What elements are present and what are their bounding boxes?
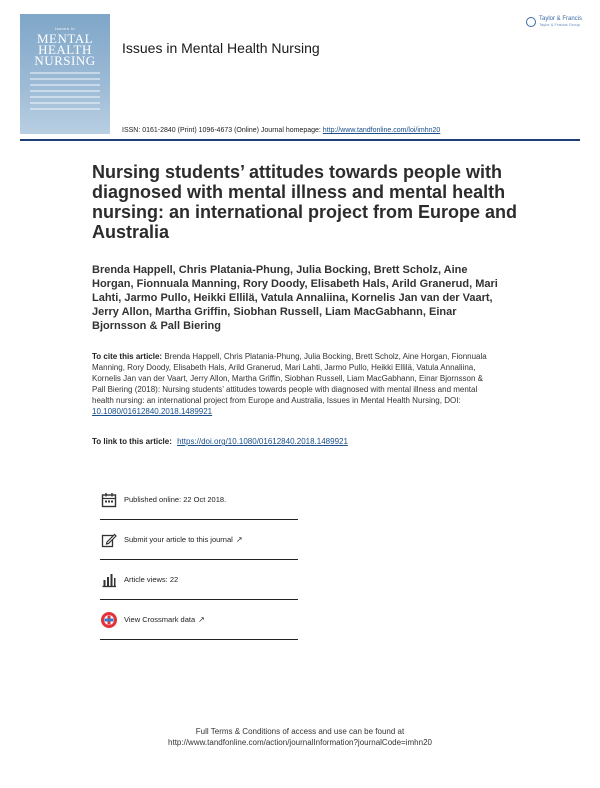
bar-chart-icon	[100, 571, 118, 589]
journal-cover-image	[20, 14, 110, 134]
published-online-text: Published online: 22 Oct 2018.	[124, 495, 227, 504]
citation-text: Brenda Happell, Chris Platania-Phung, Julia Bocking, Brett Scholz, Aine Horgan, Fionnuala Manning, Rory Doody, Elisabeth Hals, Arild Granerud, Mari Lahti, Jarmo Pullo, Heikki Ellilä, Vatula Annaliina, Kornelis Jan van der Vaart, Jerry Allon, Martha Griffin, Siobhan Russell, Liam MacGabhann, Einar Bjornsson & Pall Biering (2018): Nursing students’ attitudes towards people with diagnosed with mental illness and mental health nursing: an international project from Europe and Australia, Issues in Mental Health Nursing, DOI:	[92, 352, 487, 405]
footer-terms-text: Full Terms & Conditions of access and use can be found at	[195, 727, 405, 736]
issn-text: ISSN: 0161-2840 (Print) 1096-4673 (Online) Journal homepage:	[122, 127, 321, 134]
external-link-icon: ↗	[235, 535, 243, 544]
cover-title-line: HEALTH	[38, 42, 92, 57]
crossmark-item[interactable]	[100, 600, 298, 640]
citation-block	[92, 351, 492, 417]
article-views-text: Article views: 22	[124, 575, 179, 584]
crossmark-icon	[100, 611, 118, 629]
cover-title-line: MENTAL	[36, 31, 94, 46]
header-divider	[20, 139, 580, 141]
submit-article-item[interactable]	[100, 520, 298, 560]
journal-title: Issues in Mental Health Nursing	[122, 40, 320, 56]
cover-decoration	[30, 72, 100, 110]
article-link-label: To link to this article:	[92, 437, 172, 446]
edit-icon	[100, 531, 118, 549]
cover-title	[24, 33, 106, 66]
cover-issues-text: Issues in	[54, 26, 76, 31]
journal-homepage-link[interactable]: http://www.tandfonline.com/loi/imhn20	[322, 127, 441, 134]
article-info-list	[100, 480, 298, 640]
article-doi-link[interactable]: https://doi.org/10.1080/01612840.2018.1489921	[177, 437, 348, 446]
published-online-item	[100, 480, 298, 520]
footer-terms-link[interactable]: http://www.tandfonline.com/action/journalInformation?journalCode=imhn20	[168, 738, 432, 747]
page-footer	[0, 726, 600, 748]
issn-line	[122, 127, 440, 134]
submit-article-text: Submit your article to this journal	[124, 535, 233, 544]
crossmark-text: View Crossmark data	[124, 615, 196, 624]
publisher-name: Taylor & Francis	[538, 16, 582, 22]
citation-doi-link[interactable]: 10.1080/01612840.2018.1489921	[92, 407, 213, 416]
publisher-sub: Taylor & Francis Group	[538, 22, 580, 27]
external-link-icon: ↗	[198, 615, 205, 624]
article-authors: Brenda Happell, Chris Platania-Phung, Julia Bocking, Brett Scholz, Aine Horgan, Fionnuala Manning, Rory Doody, Elisabeth Hals, Arild Granerud, Mari Lahti, Jarmo Pullo, Heikki Ellilä, Vatula Annaliina, Kornelis Jan van der Vaart, Jerry Allon, Martha Griffin, Siobhan Russell, Liam MacGabhann, Einar Bjornsson & Pall Biering	[92, 264, 498, 332]
article-title: Nursing students’ attitudes towards people with diagnosed with mental illness and mental health nursing: an international project from Europe and Australia	[92, 162, 518, 242]
publisher-logo-icon	[526, 17, 536, 27]
article-views-item	[100, 560, 298, 600]
cover-title-line: NURSING	[34, 53, 96, 68]
publisher-logo[interactable]	[526, 16, 582, 28]
calendar-icon	[100, 491, 118, 509]
citation-label: To cite this article:	[92, 352, 163, 361]
article-link-line	[92, 437, 348, 446]
